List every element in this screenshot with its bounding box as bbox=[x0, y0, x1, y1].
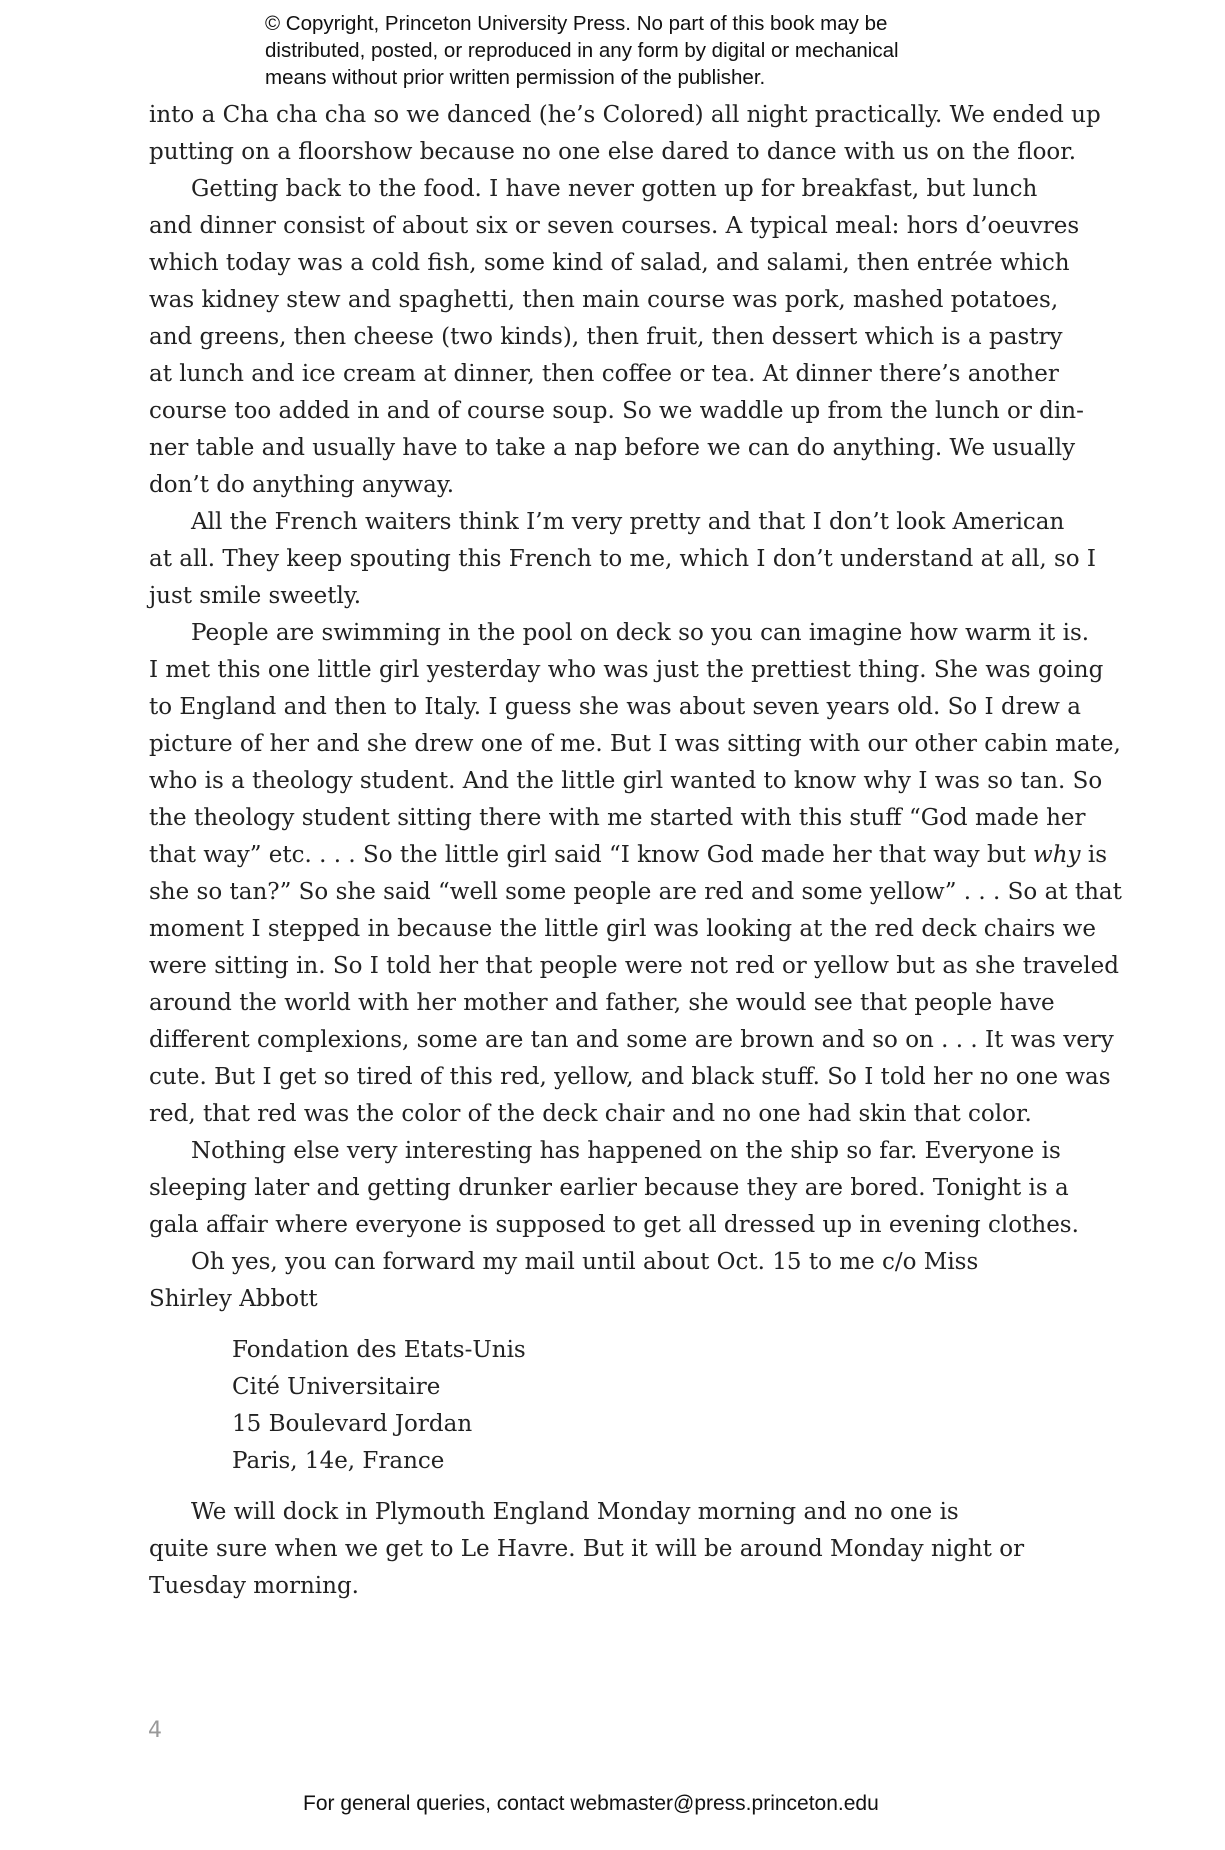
text-line: Tuesday morning. bbox=[149, 1573, 359, 1599]
text-line: and dinner consist of about six or seven courses. A typical meal: hors d’oeuvres bbox=[149, 213, 1080, 239]
text-segment: is bbox=[1080, 842, 1108, 868]
text-line: she so tan?” So she said “well some people are red and some yellow” . . . So at that bbox=[149, 879, 1122, 905]
text-line: cute. But I get so tired of this red, yellow, and black stuff. So I told her no one was bbox=[149, 1064, 1111, 1090]
mailing-address bbox=[149, 1332, 1049, 1480]
text-line: different complexions, some are tan and some are brown and so on . . . It was very bbox=[149, 1027, 1114, 1053]
text-line: at lunch and ice cream at dinner, then coffee or tea. At dinner there’s another bbox=[149, 361, 1059, 387]
text-line bbox=[149, 837, 1108, 874]
copyright-line: means without prior written permission of the publisher. bbox=[265, 66, 766, 89]
text-line: sleeping later and getting drunker earlier because they are bored. Tonight is a bbox=[149, 1175, 1069, 1201]
italic-word: why bbox=[1033, 842, 1081, 868]
text-line: course too added in and of course soup. So we waddle up from the lunch or din- bbox=[149, 398, 1084, 424]
text-line: which today was a cold fish, some kind of salad, and salami, then entrée which bbox=[149, 250, 1070, 276]
text-line: Oh yes, you can forward my mail until about Oct. 15 to me c/o Miss bbox=[191, 1249, 979, 1275]
text-line: All the French waiters think I’m very pretty and that I don’t look American bbox=[191, 509, 1065, 535]
address-line: Fondation des Etats-Unis bbox=[232, 1337, 526, 1363]
text-line: putting on a floorshow because no one else dared to dance with us on the floor. bbox=[149, 139, 1077, 165]
text-line: red, that red was the color of the deck chair and no one had skin that color. bbox=[149, 1101, 1032, 1127]
text-line: moment I stepped in because the little girl was looking at the red deck chairs we bbox=[149, 916, 1096, 942]
copyright-line: distributed, posted, or reproduced in any form by digital or mechanical bbox=[265, 39, 899, 62]
copyright-notice bbox=[265, 10, 1025, 91]
text-line: People are swimming in the pool on deck so you can imagine how warm it is. bbox=[191, 620, 1090, 646]
text-line: were sitting in. So I told her that people were not red or yellow but as she traveled bbox=[149, 953, 1119, 979]
text-line: around the world with her mother and father, she would see that people have bbox=[149, 990, 1055, 1016]
letter-body bbox=[149, 97, 1122, 1605]
text-line: Shirley Abbott bbox=[149, 1286, 318, 1312]
page-number: 4 bbox=[148, 1718, 162, 1743]
text-line: was kidney stew and spaghetti, then main course was pork, mashed potatoes, bbox=[149, 287, 1059, 313]
copyright-line: © Copyright, Princeton University Press. No part of this book may be bbox=[265, 12, 888, 35]
text-line: quite sure when we get to Le Havre. But it will be around Monday night or bbox=[149, 1536, 1025, 1562]
footer-contact: For general queries, contact webmaster@press.princeton.edu bbox=[303, 1792, 879, 1815]
text-line: at all. They keep spouting this French to me, which I don’t understand at all, so I bbox=[149, 546, 1096, 572]
text-line: who is a theology student. And the little girl wanted to know why I was so tan. So bbox=[149, 768, 1103, 794]
text-line: Nothing else very interesting has happened on the ship so far. Everyone is bbox=[191, 1138, 1061, 1164]
text-line: and greens, then cheese (two kinds), then fruit, then dessert which is a pastry bbox=[149, 324, 1063, 350]
address-line: Cité Universitaire bbox=[232, 1374, 441, 1400]
text-line: to England and then to Italy. I guess she was about seven years old. So I drew a bbox=[149, 694, 1081, 720]
text-line: the theology student sitting there with me started with this stuff “God made her bbox=[149, 805, 1086, 831]
text-line: just smile sweetly. bbox=[149, 583, 362, 609]
text-line: gala affair where everyone is supposed to get all dressed up in evening clothes. bbox=[149, 1212, 1079, 1238]
text-line: I met this one little girl yesterday who was just the prettiest thing. She was going bbox=[149, 657, 1104, 683]
address-line: 15 Boulevard Jordan bbox=[232, 1411, 473, 1437]
text-line: ner table and usually have to take a nap before we can do anything. We usually bbox=[149, 435, 1076, 461]
text-line: Getting back to the food. I have never gotten up for breakfast, but lunch bbox=[191, 176, 1038, 202]
text-segment: that way” etc. . . . So the little girl said “I know God made her that way but bbox=[149, 842, 1026, 868]
text-line: We will dock in Plymouth England Monday morning and no one is bbox=[191, 1499, 959, 1525]
address-line: Paris, 14e, France bbox=[232, 1448, 445, 1474]
text-line: picture of her and she drew one of me. But I was sitting with our other cabin mate, bbox=[149, 731, 1121, 757]
text-line: don’t do anything anyway. bbox=[149, 472, 455, 498]
text-line: into a Cha cha cha so we danced (he’s Colored) all night practically. We ended up bbox=[149, 102, 1101, 128]
